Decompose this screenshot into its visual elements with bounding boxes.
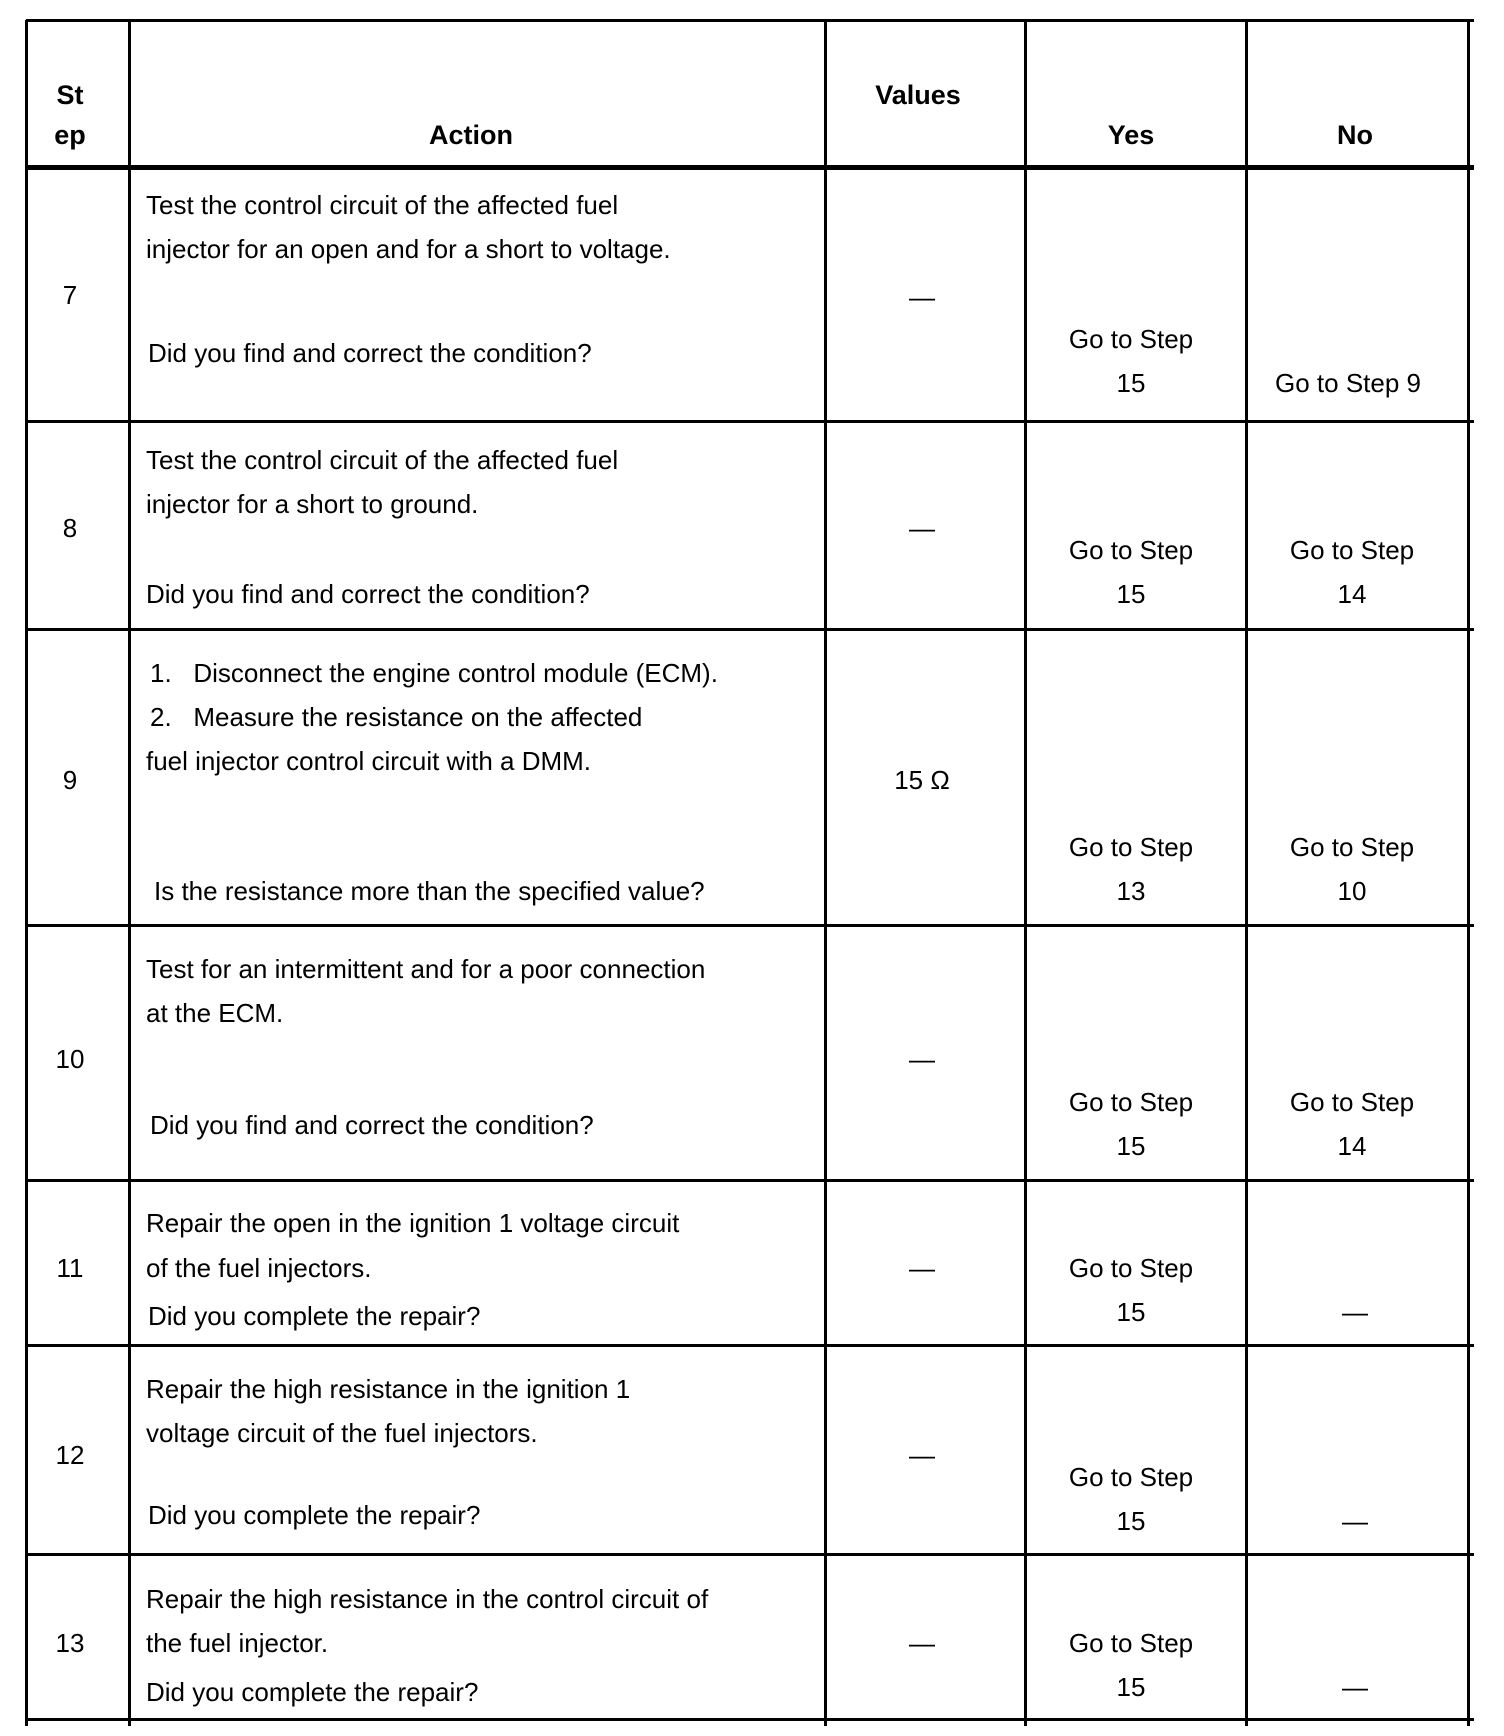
action-text-line: Repair the open in the ignition 1 voltage circuit xyxy=(146,1208,680,1238)
row-divider-7 xyxy=(26,420,1474,423)
no-cell-line: Go to Step xyxy=(1289,1087,1415,1117)
row-divider-11 xyxy=(26,1344,1474,1347)
action-text-line: injector for a short to ground. xyxy=(146,489,479,519)
action-question: Is the resistance more than the specified value? xyxy=(154,876,705,906)
value-cell: — xyxy=(909,1044,935,1074)
action-text-line: fuel injector control circuit with a DMM. xyxy=(146,746,592,776)
value-cell: — xyxy=(909,282,935,312)
value-cell: — xyxy=(909,1440,935,1470)
step-number: 9 xyxy=(62,765,78,795)
header-divider xyxy=(26,165,1474,170)
yes-cell-line: Go to Step xyxy=(1068,535,1194,565)
row-divider-9 xyxy=(26,924,1474,927)
yes-cell-line: 15 xyxy=(1116,579,1146,609)
step-number: 10 xyxy=(55,1044,85,1074)
action-question: Did you complete the repair? xyxy=(146,1677,479,1707)
action-list-item: 2. Measure the resistance on the affected xyxy=(150,702,643,732)
no-cell-line: — xyxy=(1342,1672,1368,1702)
no-cell-line: Go to Step xyxy=(1289,832,1415,862)
step-number: 8 xyxy=(62,513,78,543)
no-cell-line: 14 xyxy=(1337,1131,1367,1161)
no-cell-line: 14 xyxy=(1337,579,1367,609)
action-question: Did you complete the repair? xyxy=(148,1301,481,1331)
yes-cell-line: 15 xyxy=(1116,1297,1146,1327)
yes-cell-line: 15 xyxy=(1116,1131,1146,1161)
header-values: Values xyxy=(875,80,961,110)
action-text-line: voltage circuit of the fuel injectors. xyxy=(146,1418,538,1448)
action-question: Did you find and correct the condition? xyxy=(146,579,590,609)
header-action: Action xyxy=(429,120,513,150)
row-divider-8 xyxy=(26,628,1474,631)
action-question: Did you find and correct the condition? xyxy=(150,1110,594,1140)
row-divider-12 xyxy=(26,1553,1474,1556)
action-text-line: injector for an open and for a short to voltage. xyxy=(146,234,671,264)
header-no: No xyxy=(1337,120,1373,150)
step-number: 12 xyxy=(55,1440,85,1470)
yes-cell-line: Go to Step xyxy=(1068,1087,1194,1117)
action-text-line: Test the control circuit of the affected fuel xyxy=(146,445,619,475)
column-divider-values xyxy=(1024,20,1027,1726)
step-number: 11 xyxy=(56,1253,84,1283)
action-text-line: Repair the high resistance in the control circuit of xyxy=(146,1584,709,1614)
no-cell-line: — xyxy=(1342,1297,1368,1327)
action-question: Did you find and correct the condition? xyxy=(148,338,592,368)
action-text-line: at the ECM. xyxy=(146,998,284,1028)
action-text-line: Repair the high resistance in the ignition 1 xyxy=(146,1374,631,1404)
header-step-line1: St xyxy=(56,80,84,110)
yes-cell-line: 13 xyxy=(1116,876,1146,906)
column-divider-action xyxy=(824,20,827,1726)
action-question: Did you complete the repair? xyxy=(148,1500,481,1530)
no-cell-line: Go to Step 9 xyxy=(1275,368,1421,398)
action-text-line: Test the control circuit of the affected fuel xyxy=(146,190,619,220)
header-yes: Yes xyxy=(1107,120,1155,150)
step-number: 7 xyxy=(62,280,78,310)
no-cell-line: — xyxy=(1342,1506,1368,1536)
action-text-line: the fuel injector. xyxy=(146,1628,329,1658)
action-text-line: Test for an intermittent and for a poor connection xyxy=(146,954,706,984)
yes-cell-line: Go to Step xyxy=(1068,1253,1194,1283)
yes-cell-line: Go to Step xyxy=(1068,832,1194,862)
yes-cell-line: Go to Step xyxy=(1068,1628,1194,1658)
yes-cell-line: Go to Step xyxy=(1068,1462,1194,1492)
column-divider-yes xyxy=(1245,20,1248,1726)
header-step-line2: ep xyxy=(54,120,86,150)
yes-cell-line: Go to Step xyxy=(1068,324,1194,354)
action-text-line: of the fuel injectors. xyxy=(146,1253,372,1283)
no-cell-line: 10 xyxy=(1337,876,1367,906)
table-border-left xyxy=(25,20,28,1726)
step-number: 13 xyxy=(55,1628,85,1658)
value-cell: — xyxy=(909,1253,935,1283)
yes-cell-line: 15 xyxy=(1116,1506,1146,1536)
row-divider-10 xyxy=(26,1179,1474,1182)
column-divider-step xyxy=(128,20,131,1726)
action-list-item: 1. Disconnect the engine control module (ECM). xyxy=(150,658,718,688)
yes-cell-line: 15 xyxy=(1116,1672,1146,1702)
yes-cell-line: 15 xyxy=(1116,368,1146,398)
table-border-bottom xyxy=(26,1718,1474,1721)
value-cell: — xyxy=(909,1628,935,1658)
table-border-right xyxy=(1467,20,1470,1726)
value-cell: 15 Ω xyxy=(894,765,950,795)
table-border-top xyxy=(26,19,1474,22)
no-cell-line: Go to Step xyxy=(1289,535,1415,565)
value-cell: — xyxy=(909,513,935,543)
